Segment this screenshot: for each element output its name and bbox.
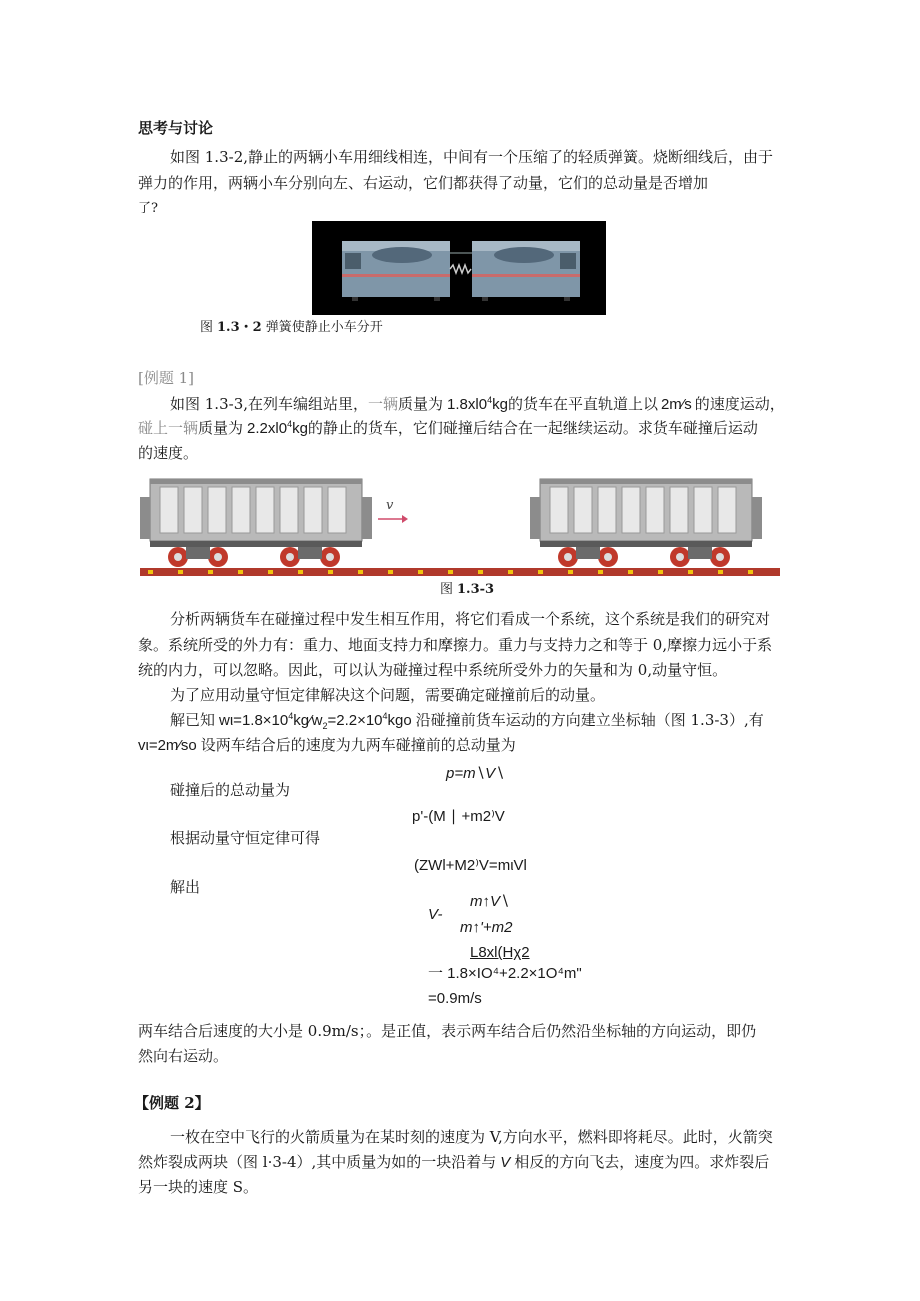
equation-solution-numerator: m↑V∖ xyxy=(470,893,510,910)
given-m2: =2.2×10 xyxy=(327,712,383,729)
figure-number: 1.3・2 xyxy=(217,320,262,335)
text-run: 如图 1.3-3,在列车编组站里， xyxy=(170,395,369,413)
analysis-line-3: 统的内力，可以忽略。因此，可以认为碰撞过程中系统所受外力的矢量和为 0,动量守恒。 xyxy=(138,661,728,679)
discussion-line-3: 了? xyxy=(138,201,158,216)
example-2-heading: 【例题 2】 xyxy=(134,1094,210,1112)
example-2-line-2 xyxy=(138,1152,769,1173)
label-solve: 解出 xyxy=(170,878,201,896)
text-run: 然炸裂成两块（图 l·3-4）,其中质量为如的一块沿着与 xyxy=(138,1153,497,1171)
unit: kgo xyxy=(387,712,412,729)
velocity-symbol: v xyxy=(386,498,394,513)
equation-final-momentum: p'-(M ∣ +m2⁾V xyxy=(412,808,505,825)
carts-photo xyxy=(312,221,606,315)
mass-2: 2.2xl0 xyxy=(247,420,288,437)
analysis-line-6 xyxy=(138,735,516,756)
discussion-line-1: 如图 1.3-2,静止的两辆小车用细线相连，中间有一个压缩了的轻质弹簧。烧断细线后，由于 xyxy=(170,148,774,166)
equation-conservation: (ZWl+M2⁾V=mιVl xyxy=(414,857,527,874)
freight-cars-figure xyxy=(140,473,780,583)
figure-label: 图 xyxy=(200,320,214,335)
left-freight-car xyxy=(140,479,372,567)
text-run: 质量为 xyxy=(398,395,444,413)
velocity-symbol: V xyxy=(500,1154,511,1171)
highlight-run: 一辆 xyxy=(368,395,399,413)
equation-numeric-denominator: 一 1.8×IO⁴+2.2×1O⁴m" xyxy=(428,965,582,982)
equation-result: =0.9m/s xyxy=(428,990,482,1007)
unit: kg xyxy=(492,396,508,413)
conclusion-line-2: 然向右运动。 xyxy=(138,1047,229,1065)
discussion-heading: 思考与讨论 xyxy=(138,119,214,137)
exponent: 4 xyxy=(287,419,293,429)
velocity-value: 2m⁄s xyxy=(660,396,692,413)
figure-caption-text: 弹簧使静止小车分开 xyxy=(265,320,383,335)
text-run: 解已知 xyxy=(170,711,216,729)
text-run: 质量为 xyxy=(198,419,244,437)
figure-number: 1.3-3 xyxy=(457,582,495,597)
text-run: 相反的方向飞去，速度为四。求炸裂后 xyxy=(514,1153,770,1171)
text-run: 沿碰撞前货车运动的方向建立坐标轴（图 1.3-3）,有 xyxy=(415,711,764,729)
figure-1-3-3-caption xyxy=(440,580,494,600)
mass-1: 1.8xl0 xyxy=(447,396,488,413)
text-run: 设两车结合后的速度为九两车碰撞前的总动量为 xyxy=(200,736,516,754)
example-2-line-3: 另一块的速度 S。 xyxy=(138,1178,259,1196)
equation-initial-momentum: p=m∖V∖ xyxy=(446,765,505,782)
text-run: 的静止的货车，它们碰撞后结合在一起继续运动。求货车碰撞后运动 xyxy=(307,419,758,437)
exponent: 4 xyxy=(487,395,493,405)
text-run: 的速度运动， xyxy=(694,395,785,413)
example-1-line-1 xyxy=(170,394,785,415)
figure-label: 图 xyxy=(440,582,454,597)
analysis-line-4: 为了应用动量守恒定律解决这个问题，需要确定碰撞前后的动量。 xyxy=(170,686,606,704)
freight-cars-illustration xyxy=(140,473,780,583)
equation-solution-denominator: m↑'+m2 xyxy=(460,919,513,936)
analysis-line-5 xyxy=(170,710,764,731)
example-2-line-1: 一枚在空中飞行的火箭质量为在某时刻的速度为 V,方向水平，燃料即将耗尽。此时，火箭突 xyxy=(170,1128,773,1146)
figure-1-3-2-caption xyxy=(200,318,383,338)
label-after-collision: 碰撞后的总动量为 xyxy=(170,781,291,799)
rail xyxy=(140,568,780,576)
discussion-line-2: 弹力的作用，两辆小车分别向左、右运动，它们都获得了动量，它们的总动量是否增加 xyxy=(138,174,709,192)
example-1-line-3: 的速度。 xyxy=(138,444,199,462)
unit: kg xyxy=(292,420,308,437)
subscript: 2 xyxy=(322,721,328,731)
example-1-heading: [例题 1] xyxy=(138,369,195,387)
example-1-line-2 xyxy=(138,418,758,439)
exponent: 4 xyxy=(382,711,388,721)
conclusion-line-1: 两车结合后速度的大小是 0.9m/s；。是正值，表示两车结合后仍然沿坐标轴的方向运动，即仍 xyxy=(138,1022,757,1040)
analysis-line-1: 分析两辆货车在碰撞过程中发生相互作用，将它们看成一个系统，这个系统是我们的研究对 xyxy=(170,610,771,628)
two-carts-illustration xyxy=(312,221,606,315)
right-freight-car xyxy=(530,479,762,567)
unit: kg⁄w xyxy=(293,712,323,729)
equation-numeric-numerator: L8xl(Hχ2 xyxy=(470,944,530,961)
given-m1: wι=1.8×10 xyxy=(219,712,289,729)
equation-solution-lhs: V- xyxy=(428,906,443,923)
text-run: 的货车在平直轨道上以 xyxy=(507,395,658,413)
label-conservation-law: 根据动量守恒定律可得 xyxy=(170,829,321,847)
highlight-run: 碰上一辆 xyxy=(138,419,199,437)
analysis-line-2: 象。系统所受的外力有：重力、地面支持力和摩擦力。重力与支持力之和等于 0,摩擦力远小于系 xyxy=(138,636,773,654)
given-v1: vι=2m⁄so xyxy=(138,737,197,754)
exponent: 4 xyxy=(288,711,294,721)
